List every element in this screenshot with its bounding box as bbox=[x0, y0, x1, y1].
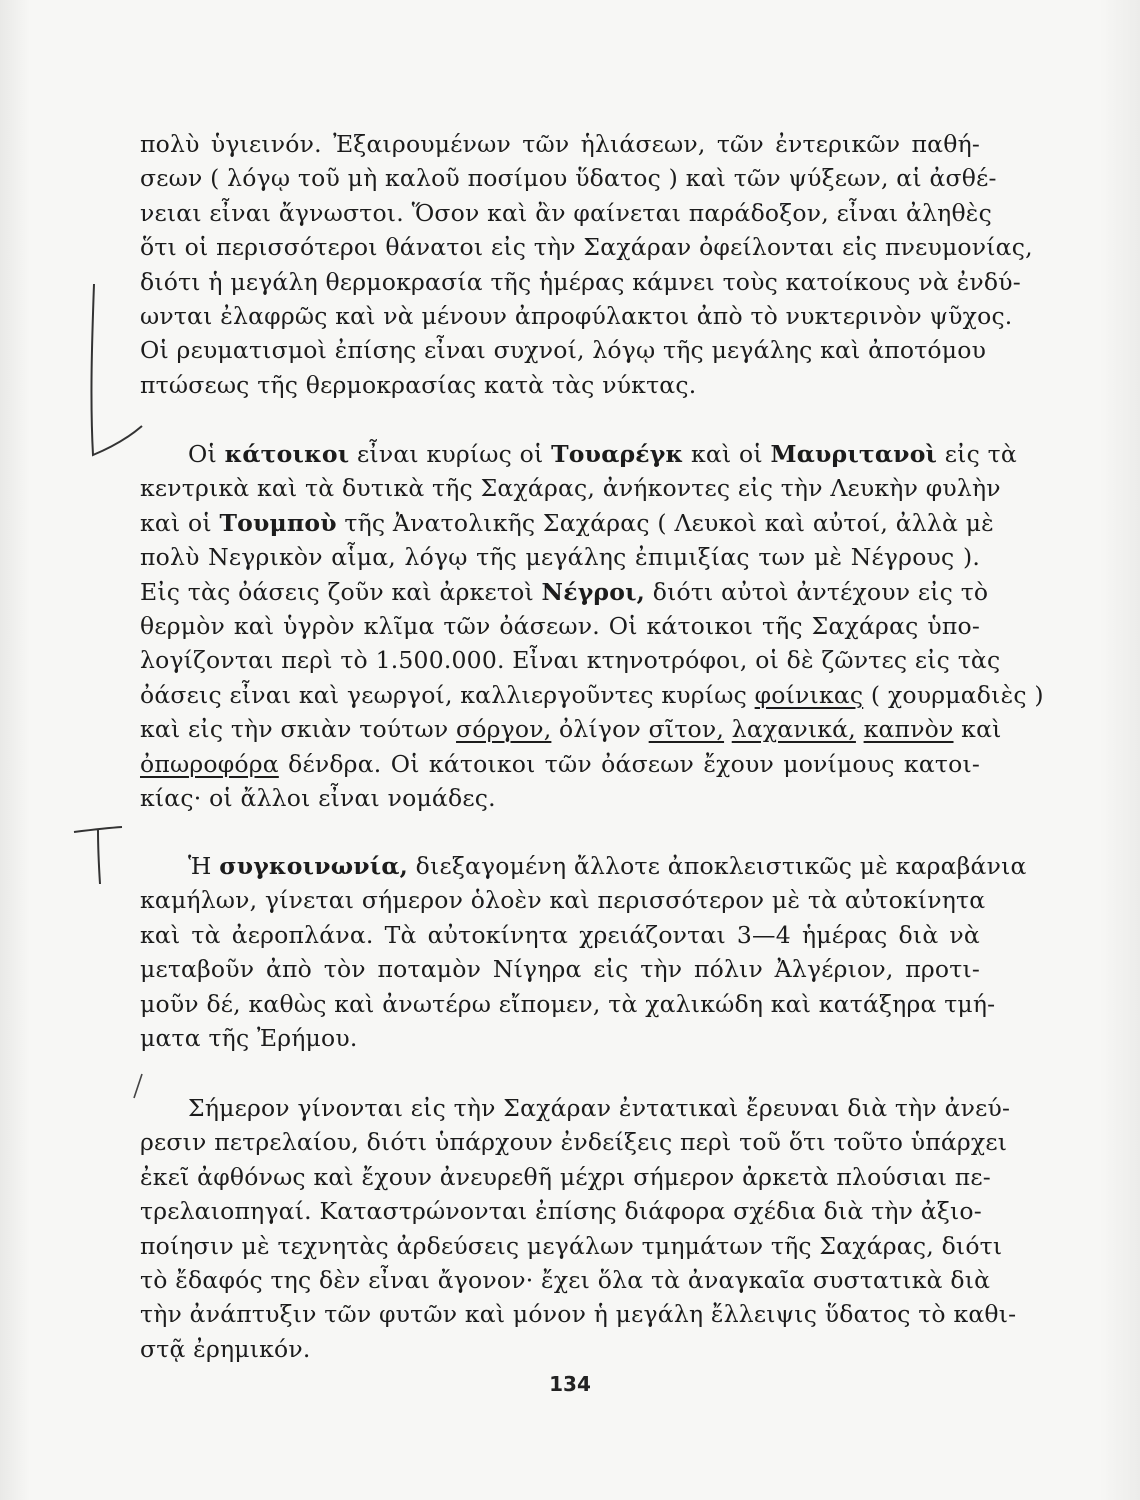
text-line: Σήμερον γίνονται εἰς τὴν Σαχάραν ἐντατικαὶ ἔρευναι διὰ τὴν ἀνεύ- bbox=[188, 1094, 1011, 1122]
text-line: καὶ τὰ ἀεροπλάνα. Τὰ αὐτοκίνητα χρειάζονται 3—4 ἡμέρας διὰ νὰ bbox=[140, 920, 980, 949]
text-line: ματα τῆς Ἐρήμου. bbox=[140, 1024, 358, 1053]
text-line: ἐκεῖ ἀφθόνως καὶ ἔχουν ἀνευρεθῆ μέχρι σήμερον ἀρκετὰ πλούσιαι πε- bbox=[140, 1162, 991, 1191]
text-line: τὸ ἔδαφός της δὲν εἶναι ἄγονον· ἔχει ὅλα τὰ ἀναγκαῖα συστατικὰ διὰ bbox=[140, 1266, 991, 1295]
text-line: μοῦν δέ, καθὼς καὶ ἀνωτέρω εἴπομεν, τὰ χαλικώδη καὶ κατάξηρα τμή- bbox=[140, 989, 996, 1018]
text-line: νειαι εἶναι ἄγνωστοι. Ὅσον καὶ ἂν φαίνεται παράδοξον, εἶναι ἀληθὲς bbox=[140, 198, 992, 227]
text-line: πτώσεως τῆς θερμοκρασίας κατὰ τὰς νύκτας. bbox=[140, 370, 697, 399]
underlined-term: φοίνικας bbox=[754, 680, 864, 709]
underlined-term: λαχανικά, bbox=[731, 715, 856, 744]
text-line: τρελαιοπηγαί. Καταστρώνονται ἐπίσης διάφορα σχέδια διὰ τὴν ἀξιο- bbox=[140, 1197, 982, 1226]
bold-term: συγκοινωνία, bbox=[219, 852, 409, 880]
underlined-term: σῖτον, bbox=[648, 715, 725, 744]
text-line: καὶ εἰς τὴν σκιὰν τούτων σόργον, ὀλίγον σῖτον, λαχανικά, καπνὸν καὶ bbox=[140, 715, 1002, 744]
text-line: καὶ οἱ Τουμποὺ τῆς Ἀνατολικῆς Σαχάρας ( Λευκοὶ καὶ αὐτοί, ἀλλὰ μὲ bbox=[140, 508, 994, 537]
text-line: μεταβοῦν ἀπὸ τὸν ποταμὸν Νίγηρα εἰς τὴν πόλιν Ἀλγέριον, προτι- bbox=[140, 955, 980, 984]
bold-term: Μαυριτανοὶ bbox=[770, 440, 938, 468]
bold-term: Νέγροι, bbox=[541, 577, 646, 606]
text-line: Οἱ κάτοικοι εἶναι κυρίως οἱ Τουαρέγκ καὶ οἱ Μαυριτανοὶ εἰς τὰ bbox=[188, 440, 1017, 468]
text-line: ποίησιν μὲ τεχνητὰς ἀρδεύσεις μεγάλων τμημάτων τῆς Σαχάρας, διότι bbox=[140, 1231, 1003, 1260]
text-line: καμήλων, γίνεται σήμερον ὁλοὲν καὶ περισσότερον μὲ τὰ αὐτοκίνητα bbox=[140, 886, 986, 915]
text-line: κεντρικὰ καὶ τὰ δυτικὰ τῆς Σαχάρας, ἀνήκοντες εἰς τὴν Λευκὴν φυλὴν bbox=[140, 474, 1001, 503]
underlined-term: καπνὸν bbox=[863, 715, 954, 744]
text-line: Ἡ συγκοινωνία, διεξαγομένη ἄλλοτε ἀποκλειστικῶς μὲ καραβάνια bbox=[188, 852, 1027, 880]
text-line: θερμὸν καὶ ὑγρὸν κλῖμα τῶν ὀάσεων. Οἱ κάτοικοι τῆς Σαχάρας ὑπο- bbox=[140, 612, 980, 641]
text-line: ωνται ἐλαφρῶς καὶ νὰ μένουν ἀπροφύλακτοι ἀπὸ τὸ νυκτερινὸν ψῦχος. bbox=[140, 302, 1013, 331]
text-line: Οἱ ρευματισμοὶ ἐπίσης εἶναι συχνοί, λόγῳ τῆς μεγάλης καὶ ἀποτόμου bbox=[140, 336, 987, 365]
text-line: ὀπωροφόρα δένδρα. Οἱ κάτοικοι τῶν ὀάσεων ἔχουν μονίμους κατοι- bbox=[140, 749, 980, 778]
underlined-term: ὀπωροφόρα bbox=[140, 749, 279, 778]
text-line: Εἰς τὰς ὀάσεις ζοῦν καὶ ἀρκετοὶ Νέγροι, διότι αὐτοὶ ἀντέχουν εἰς τὸ bbox=[140, 577, 989, 606]
paragraph-health bbox=[140, 127, 1033, 402]
bold-term: Τουαρέγκ bbox=[551, 440, 684, 468]
bold-term: κάτοικοι bbox=[224, 440, 350, 468]
text-line: πολὺ Νεγρικὸν αἷμα, λόγῳ τῆς μεγάλης ἐπιμιξίας των μὲ Νέγρους ). bbox=[140, 543, 980, 572]
paragraph-transport bbox=[140, 849, 1027, 1055]
text-line: τὴν ἀνάπτυξιν τῶν φυτῶν καὶ μόνον ἡ μεγάλη ἔλλειψις ὕδατος τὸ καθι- bbox=[140, 1300, 1017, 1329]
underlined-term: σόργον, bbox=[456, 715, 552, 744]
text-line: πολὺ ὑγιεινόν. Ἐξαιρουμένων τῶν ἡλιάσεων, τῶν ἐντερικῶν παθή- bbox=[140, 130, 980, 158]
margin-t-mark bbox=[70, 820, 130, 890]
text-line: ρεσιν πετρελαίου, διότι ὑπάρχουν ἐνδείξεις περὶ τοῦ ὅτι τοῦτο ὑπάρχει bbox=[140, 1128, 1008, 1157]
text-line: κίας· οἱ ἄλλοι εἶναι νομάδες. bbox=[140, 784, 496, 813]
bold-term: Τουμποὺ bbox=[219, 508, 337, 537]
text-line: ὀάσεις εἶναι καὶ γεωργοί, καλλιεργοῦντες κυρίως φοίνικας ( χουρμαδιὲς ) bbox=[140, 680, 1044, 709]
text-line: σεων ( λόγῳ τοῦ μὴ καλοῦ ποσίμου ὕδατος ) καὶ τῶν ψύξεων, αἱ ἀσθέ- bbox=[140, 164, 997, 193]
text-line: διότι ἡ μεγάλη θερμοκρασία τῆς ἡμέρας κάμνει τοὺς κατοίκους νὰ ἐνδύ- bbox=[140, 267, 1021, 296]
text-line: λογίζονται περὶ τὸ 1.500.000. Εἶναι κτηνοτρόφοι, οἱ δὲ ζῶντες εἰς τὰς bbox=[140, 646, 1001, 675]
paragraph-inhabitants bbox=[140, 437, 1044, 815]
paragraph-oil-research bbox=[140, 1091, 1017, 1366]
page-number: 134 bbox=[549, 1372, 591, 1396]
text-line: στᾷ ἐρημικόν. bbox=[140, 1334, 311, 1363]
text-line: ὅτι οἱ περισσότεροι θάνατοι εἰς τὴν Σαχάραν ὀφείλονται εἰς πνευμονίας, bbox=[140, 233, 1033, 262]
